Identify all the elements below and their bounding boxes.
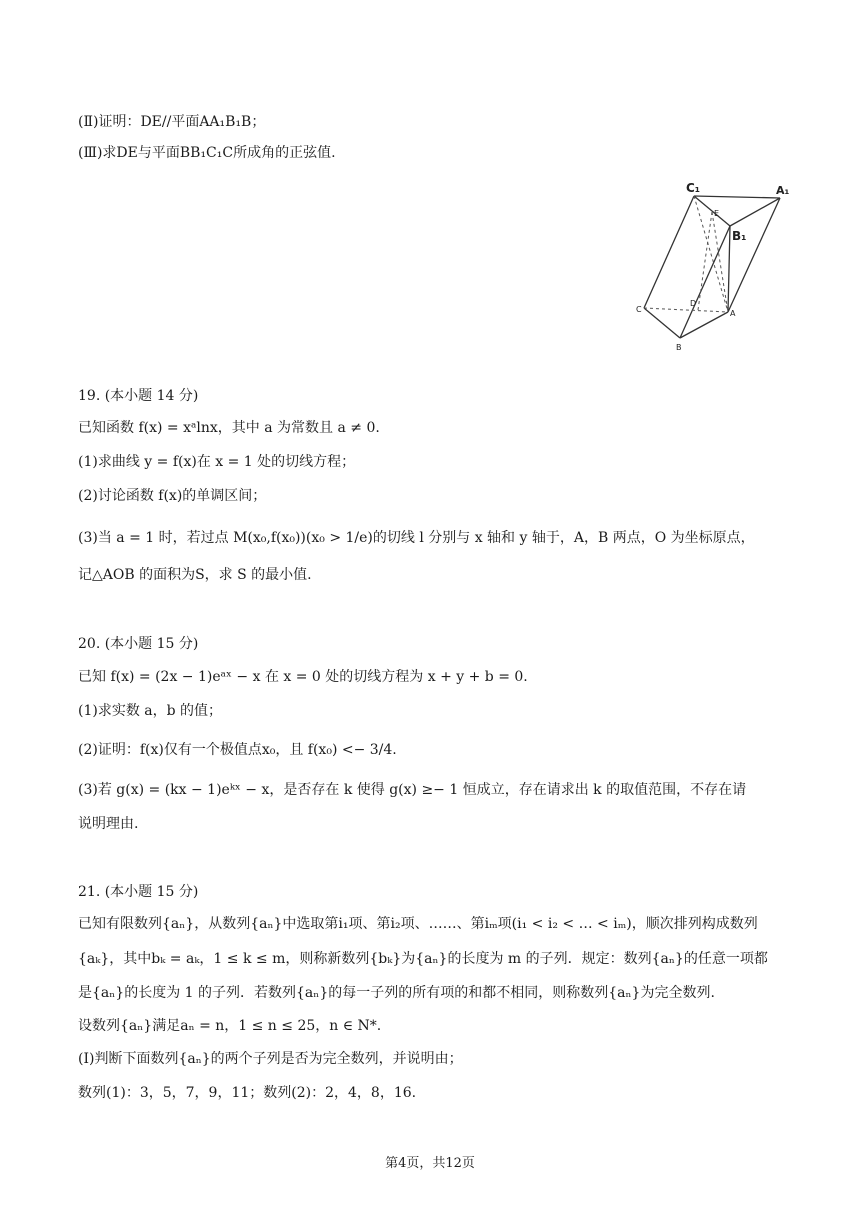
q18-part2: (Ⅱ)证明：DE//平面AA₁B₁B； [78, 114, 266, 130]
label-b1: B₁ [732, 229, 747, 243]
q20-header: 20. (本小题 15 分) [78, 636, 199, 652]
q21-line3: 是{aₙ}的长度为 1 的子列．若数列{aₙ}的每一子列的所有项的和都不相同，则称数列{aₙ}为完全数列. [78, 985, 715, 1001]
q19-part3-cont: 记△AOB 的面积为S，求 S 的最小值. [78, 567, 312, 583]
q19-part2: (2)讨论函数 f(x)的单调区间； [78, 488, 267, 504]
prism-figure [636, 176, 802, 352]
q21-line5: (Ⅰ)判断下面数列{aₙ}的两个子列是否为完全数列，并说明由； [78, 1051, 463, 1067]
label-b: B [676, 343, 682, 352]
page-footer: 第4页，共12页 [385, 1156, 475, 1171]
label-c1: C₁ [686, 181, 701, 195]
label-d: D [690, 299, 697, 308]
q20-part3-cont: 说明理由. [78, 816, 139, 832]
q21-line2: {aₖ}，其中bₖ = aₖ，1 ≤ k ≤ m，则称新数列{bₖ}为{aₙ}的长度为 m 的子列．规定：数列{aₙ}的任意一项都 [78, 951, 768, 967]
label-e: E [714, 209, 720, 218]
q21-line6: 数列(1)：3，5，7，9，11；数列(2)：2，4，8，16. [78, 1085, 417, 1101]
q19-part1: (1)求曲线 y = f(x)在 x = 1 处的切线方程； [78, 454, 356, 470]
q21-header: 21. (本小题 15 分) [78, 884, 199, 900]
q21-line1: 已知有限数列{aₙ}，从数列{aₙ}中选取第i₁项、第i₂项、……、第iₘ项(i₁ < i₂ < … < iₘ)，顺次排列构成数列 [78, 916, 758, 932]
q18-part3: (Ⅲ)求DE与平面BB₁C₁C所成角的正弦值. [78, 145, 336, 161]
q20-stem: 已知 f(x) = (2x − 1)eᵃˣ − x 在 x = 0 处的切线方程为 x + y + b = 0. [78, 669, 528, 685]
label-c: C [636, 305, 642, 314]
q21-line4: 设数列{aₙ}满足aₙ = n，1 ≤ n ≤ 25，n ∈ N*. [78, 1018, 382, 1034]
q19-part3: (3)当 a = 1 时，若过点 M(x₀,f(x₀))(x₀ > 1/e)的切线 l 分别与 x 轴和 y 轴于，A，B 两点，O 为坐标原点， [78, 530, 755, 546]
label-a1: A₁ [776, 184, 790, 197]
q19-header: 19. (本小题 14 分) [78, 388, 199, 404]
label-a: A [730, 309, 736, 318]
q20-part2: (2)证明：f(x)仅有一个极值点x₀，且 f(x₀) <− 3/4. [78, 742, 397, 758]
q19-stem: 已知函数 f(x) = xᵃlnx，其中 a 为常数且 a ≠ 0. [78, 420, 380, 436]
q20-part1: (1)求实数 a，b 的值； [78, 703, 223, 719]
q20-part3: (3)若 g(x) = (kx − 1)eᵏˣ − x，是否存在 k 使得 g(x) ≥− 1 恒成立，存在请求出 k 的取值范围，不存在请 [78, 782, 747, 798]
